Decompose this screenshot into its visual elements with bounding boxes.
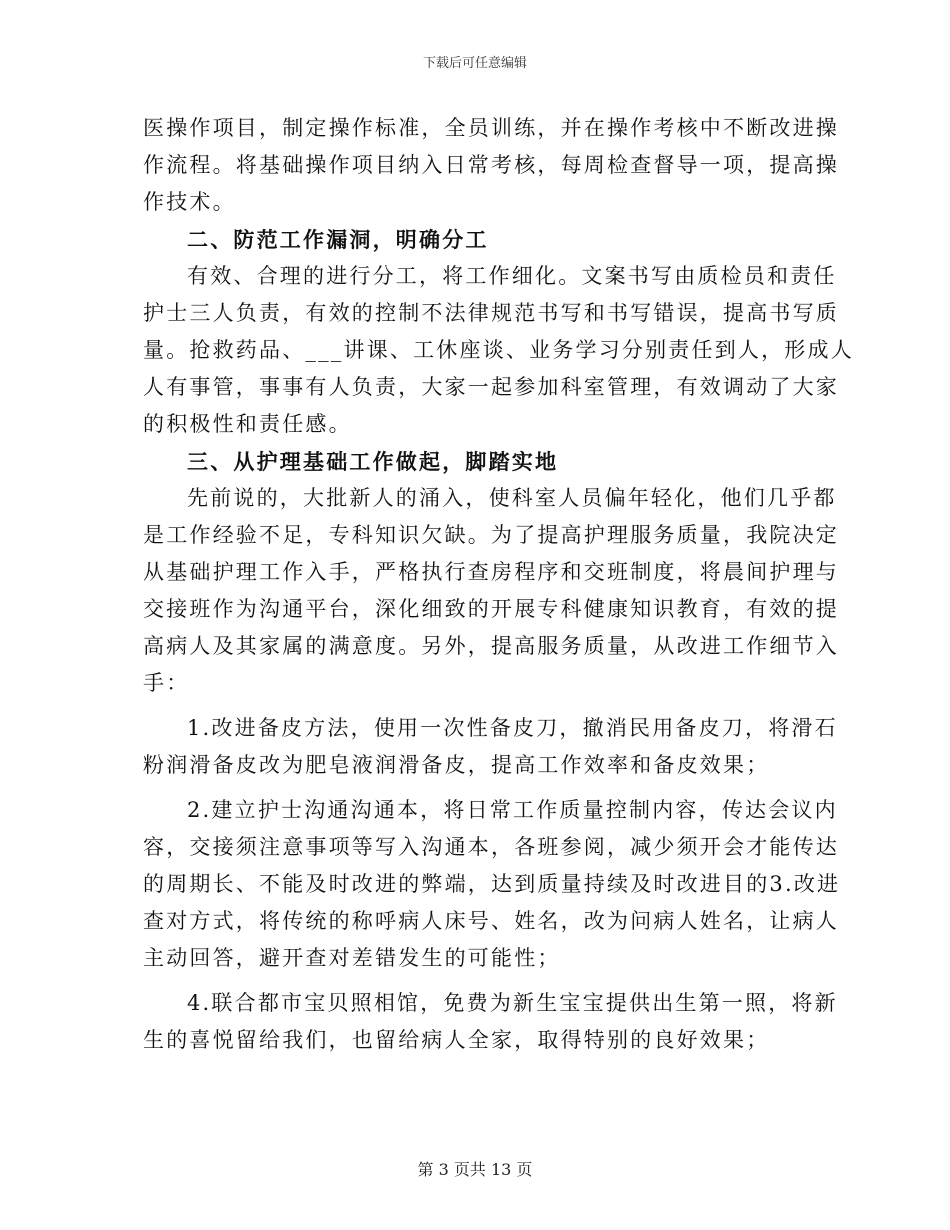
paragraph-gap	[143, 784, 809, 792]
list-item-line: 主动回答，避开查对差错发生的可能性；	[143, 946, 561, 970]
body-line: 人有事管，事事有人负责，大家一起参加科室管理，有效调动了大家	[143, 375, 839, 399]
section-heading: 二、防范工作漏洞，明确分工	[187, 227, 489, 252]
document-body	[143, 110, 854, 1059]
paragraph-gap	[143, 977, 809, 985]
body-line: 的积极性和责任感。	[143, 412, 352, 436]
body-line: 医操作项目，制定操作标准，全员训练，并在操作考核中不断改进操	[143, 116, 839, 140]
list-item-line: 的周期长、不能及时改进的弊端，达到质量持续及时改进目的3.改进	[143, 872, 841, 896]
body-line: 高病人及其家属的满意度。另外，提高服务质量，从改进工作细节入	[143, 634, 839, 658]
list-item-line: 4.联合都市宝贝照相馆，免费为新生宝宝提供出生第一照，将新	[187, 991, 838, 1015]
body-line: 手：	[143, 671, 190, 695]
body-line: 交接班作为沟通平台，深化细致的开展专科健康知识教育，有效的提	[143, 597, 839, 621]
section-heading: 三、从护理基础工作做起，脚踏实地	[187, 449, 559, 474]
body-line: 作技术。	[143, 190, 236, 214]
list-item-line: 查对方式，将传统的称呼病人床号、姓名，改为问病人姓名，让病人	[143, 909, 839, 933]
list-item-line: 生的喜悦留给我们，也留给病人全家，取得特别的良好效果；	[143, 1028, 770, 1052]
body-line: 作流程。将基础操作项目纳入日常考核，每周检查督导一项，提高操	[143, 153, 839, 177]
body-line: 先前说的，大批新人的涌入，使科室人员偏年轻化，他们几乎都	[187, 486, 837, 510]
page-header: 下载后可任意编辑	[422, 56, 527, 71]
paragraph-gap	[143, 702, 809, 710]
body-line: 量。抢救药品、___讲课、工休座谈、业务学习分别责任到人，形成人	[143, 338, 854, 362]
list-item-line: 1.改进备皮方法，使用一次性备皮刀，撤消民用备皮刀，将滑石	[187, 716, 838, 740]
body-line: 从基础护理工作入手，严格执行查房程序和交班制度，将晨间护理与	[143, 560, 839, 584]
body-line: 有效、合理的进行分工，将工作细化。文案书写由质检员和责任	[187, 264, 837, 288]
page-footer: 第 3 页共 13 页	[417, 1160, 533, 1179]
body-line: 护士三人负责，有效的控制不法律规范书写和书写错误，提高书写质	[143, 301, 839, 325]
list-item-line: 2.建立护士沟通沟通本，将日常工作质量控制内容，传达会议内	[187, 798, 838, 822]
list-item-line: 粉润滑备皮改为肥皂液润滑备皮，提高工作效率和备皮效果；	[143, 753, 770, 777]
body-line: 是工作经验不足，专科知识欠缺。为了提高护理服务质量，我院决定	[143, 523, 839, 547]
list-item-line: 容，交接须注意事项等写入沟通本，各班参阅，减少须开会才能传达	[143, 835, 839, 859]
